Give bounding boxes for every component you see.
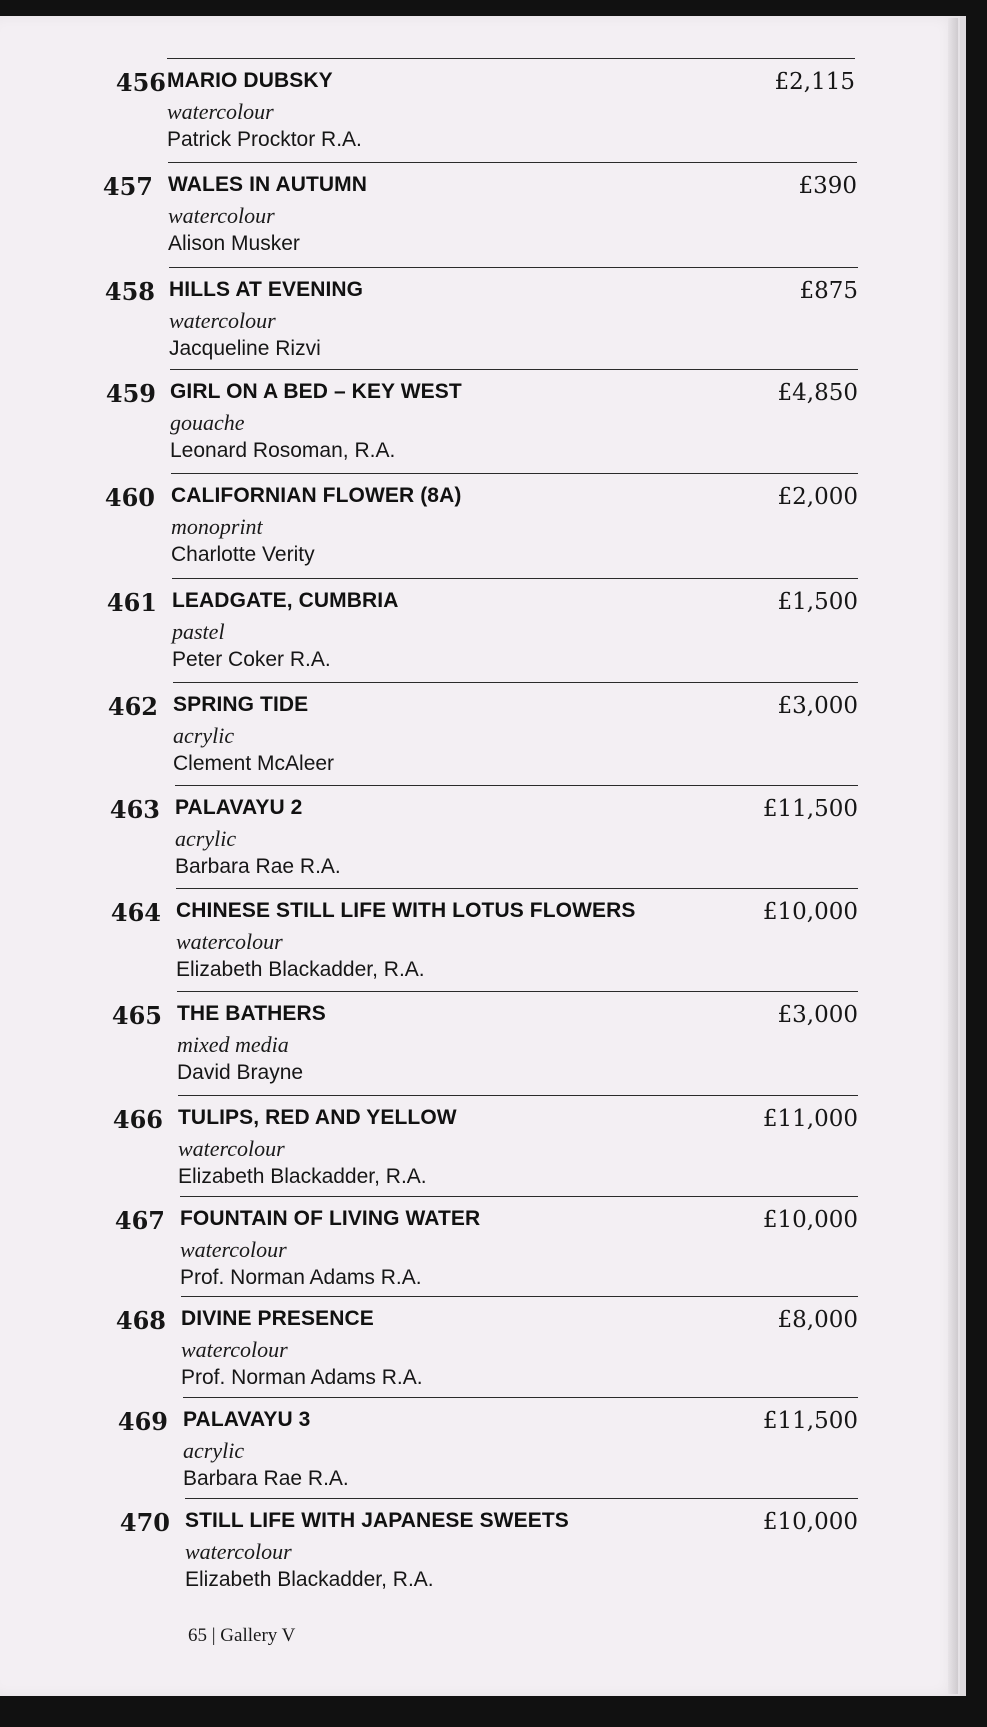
entry-medium: watercolour (185, 1539, 292, 1564)
entry-price: £11,500 (762, 1408, 858, 1434)
entry-title: CHINESE STILL LIFE WITH LOTUS FLOWERS (176, 899, 636, 922)
entry-medium: watercolour (180, 1237, 287, 1262)
catalogue-entry (170, 369, 858, 470)
entry-medium: watercolour (168, 203, 275, 228)
entry-number: 459 (105, 379, 156, 408)
entry-number: 456 (115, 68, 166, 97)
entry-artist: Prof. Norman Adams R.A. (180, 1266, 422, 1289)
entry-number: 468 (115, 1306, 166, 1335)
entry-price: £2,115 (774, 69, 855, 95)
entry-number: 470 (119, 1508, 170, 1537)
catalogue-entry (169, 267, 858, 368)
entry-price: £875 (799, 278, 858, 304)
entry-artist: Elizabeth Blackadder, R.A. (178, 1165, 427, 1188)
entry-title: WALES IN AUTUMN (168, 173, 368, 196)
entry-number: 462 (107, 692, 158, 721)
entry-title: HILLS AT EVENING (169, 278, 364, 301)
entry-price: £8,000 (777, 1307, 858, 1333)
entry-number: 464 (110, 898, 161, 927)
entry-price: £11,000 (762, 1106, 858, 1132)
entry-number: 466 (112, 1105, 163, 1134)
entry-title: MARIO DUBSKY (167, 69, 333, 92)
entry-medium: watercolour (169, 308, 276, 333)
entry-title: SPRING TIDE (173, 693, 309, 716)
entry-price: £3,000 (777, 693, 858, 719)
entry-number: 458 (104, 277, 155, 306)
entry-artist: Alison Musker (168, 232, 300, 255)
entry-artist: Peter Coker R.A. (172, 648, 331, 671)
entry-medium: watercolour (178, 1136, 285, 1161)
entry-artist: Elizabeth Blackadder, R.A. (176, 958, 425, 981)
entry-artist: Charlotte Verity (171, 543, 315, 566)
entry-number: 460 (104, 483, 155, 512)
entry-medium: acrylic (173, 723, 235, 748)
entry-artist: Barbara Rae R.A. (175, 855, 341, 878)
entry-medium: watercolour (167, 99, 274, 124)
entry-title: CALIFORNIAN FLOWER (8A) (171, 484, 462, 507)
entry-artist: Jacqueline Rizvi (169, 337, 321, 360)
entry-number: 465 (111, 1001, 162, 1030)
entry-medium: watercolour (181, 1337, 288, 1362)
catalogue-entry (177, 991, 858, 1092)
entry-price: £10,000 (762, 899, 858, 925)
entry-number: 467 (114, 1206, 165, 1235)
entry-price: £11,500 (762, 796, 858, 822)
catalogue-entry (175, 785, 858, 886)
entry-medium: mixed media (177, 1032, 289, 1057)
entry-price: £10,000 (762, 1207, 858, 1233)
entry-title: FOUNTAIN OF LIVING WATER (180, 1207, 481, 1230)
catalogue-entry (173, 682, 858, 783)
entry-title: DIVINE PRESENCE (181, 1307, 374, 1330)
catalogue-entry (172, 578, 858, 679)
page-footer: 65 | Gallery V (188, 1625, 296, 1646)
entry-price: £3,000 (777, 1002, 858, 1028)
page-edge (948, 18, 958, 1694)
entry-medium: acrylic (175, 826, 237, 851)
catalogue-entry (183, 1397, 858, 1498)
entry-number: 457 (102, 172, 153, 201)
entry-price: £4,850 (777, 380, 858, 406)
entry-artist: Elizabeth Blackadder, R.A. (185, 1568, 434, 1591)
entry-medium: acrylic (183, 1438, 245, 1463)
entry-number: 463 (109, 795, 160, 824)
catalogue-entry (168, 162, 857, 263)
catalogue-entry (185, 1498, 858, 1599)
entry-title: TULIPS, RED AND YELLOW (178, 1106, 457, 1129)
entry-number: 461 (106, 588, 157, 617)
entry-title: GIRL ON A BED – KEY WEST (170, 380, 462, 403)
entry-artist: Prof. Norman Adams R.A. (181, 1366, 423, 1389)
entry-title: PALAVAYU 3 (183, 1408, 311, 1431)
entry-price: £2,000 (777, 484, 858, 510)
catalogue-entry (181, 1296, 858, 1397)
catalogue-entry (178, 1095, 858, 1196)
catalogue-entry (171, 473, 858, 574)
entry-medium: gouache (170, 410, 245, 435)
entry-title: STILL LIFE WITH JAPANESE SWEETS (185, 1509, 569, 1532)
entry-number: 469 (117, 1407, 168, 1436)
entry-title: THE BATHERS (177, 1002, 326, 1025)
catalogue-entry (180, 1196, 858, 1297)
entry-artist: Patrick Procktor R.A. (167, 128, 362, 151)
entry-artist: Barbara Rae R.A. (183, 1467, 349, 1490)
catalogue-entry (176, 888, 858, 989)
entry-medium: monoprint (171, 514, 263, 539)
entry-price: £1,500 (777, 589, 858, 615)
entry-artist: David Brayne (177, 1061, 304, 1084)
entry-artist: Clement McAleer (173, 752, 335, 775)
catalogue-entry (167, 58, 855, 159)
entry-title: PALAVAYU 2 (175, 796, 303, 819)
entry-title: LEADGATE, CUMBRIA (172, 589, 399, 612)
entry-price: £390 (798, 173, 857, 199)
entry-medium: watercolour (176, 929, 283, 954)
entry-artist: Leonard Rosoman, R.A. (170, 439, 396, 462)
entry-medium: pastel (172, 619, 225, 644)
entry-price: £10,000 (762, 1509, 858, 1535)
